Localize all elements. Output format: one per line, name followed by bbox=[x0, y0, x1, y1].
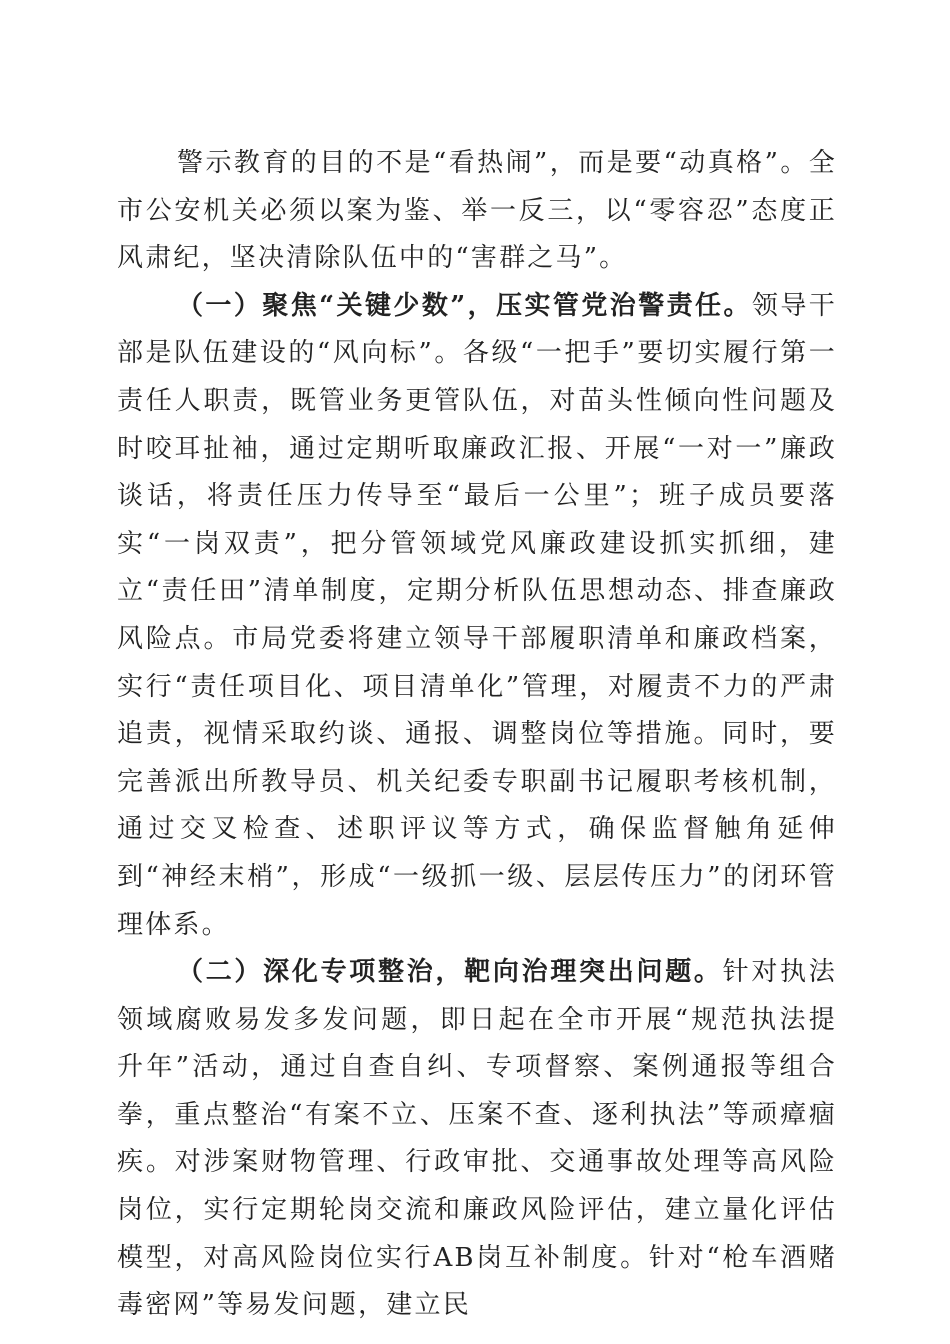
paragraph-section-2 bbox=[117, 949, 837, 1330]
document-body bbox=[117, 140, 837, 1330]
paragraph-text: 针对执法领域腐败易发多发问题，即日起在全市开展“规范执法提升年”活动，通过自查自纠、专项督察、案例通报等组合拳，重点整治“有案不立、压案不查、逐利执法”等顽瘴痼疾。对涉案财物管理、行政审批、交通事故处理等高风险岗位，实行定期轮岗交流和廉政风险评估，建立量化评估模型，对高风险岗位实行AB岗互补制度。针对“枪车酒赌毒密网”等易发问题，建立民 bbox=[117, 957, 837, 1321]
paragraph-intro bbox=[117, 140, 837, 283]
paragraph-section-1 bbox=[117, 283, 837, 949]
paragraph-text: 领导干部是队伍建设的“风向标”。各级“一把手”要切实履行第一责任人职责，既管业务更管队伍，对苗头性倾向性问题及时咬耳扯袖，通过定期听取廉政汇报、开展“一对一”廉政谈话，将责任压力传导至“最后一公里”；班子成员要落实“一岗双责”，把分管领域党风廉政建设抓实抓细，建立“责任田”清单制度，定期分析队伍思想动态、排查廉政风险点。市局党委将建立领导干部履职清单和廉政档案，实行“责任项目化、项目清单化”管理，对履责不力的严肃追责，视情采取约谈、通报、调整岗位等措施。同时，要完善派出所教导员、机关纪委专职副书记履职考核机制，通过交叉检查、述职评议等方式，确保监督触角延伸到“神经末梢”，形成“一级抓一级、层层传压力”的闭环管理体系。 bbox=[117, 290, 837, 940]
paragraph-heading: （二）深化专项整治，靶向治理突出问题。 bbox=[177, 957, 723, 988]
paragraph-text: 警示教育的目的不是“看热闹”，而是要“动真格”。全市公安机关必须以案为鉴、举一反三，以“零容忍”态度正风肃纪，坚决清除队伍中的“害群之马”。 bbox=[117, 148, 837, 274]
paragraph-heading: （一）聚焦“关键少数”，压实管党治警责任。 bbox=[177, 290, 752, 321]
